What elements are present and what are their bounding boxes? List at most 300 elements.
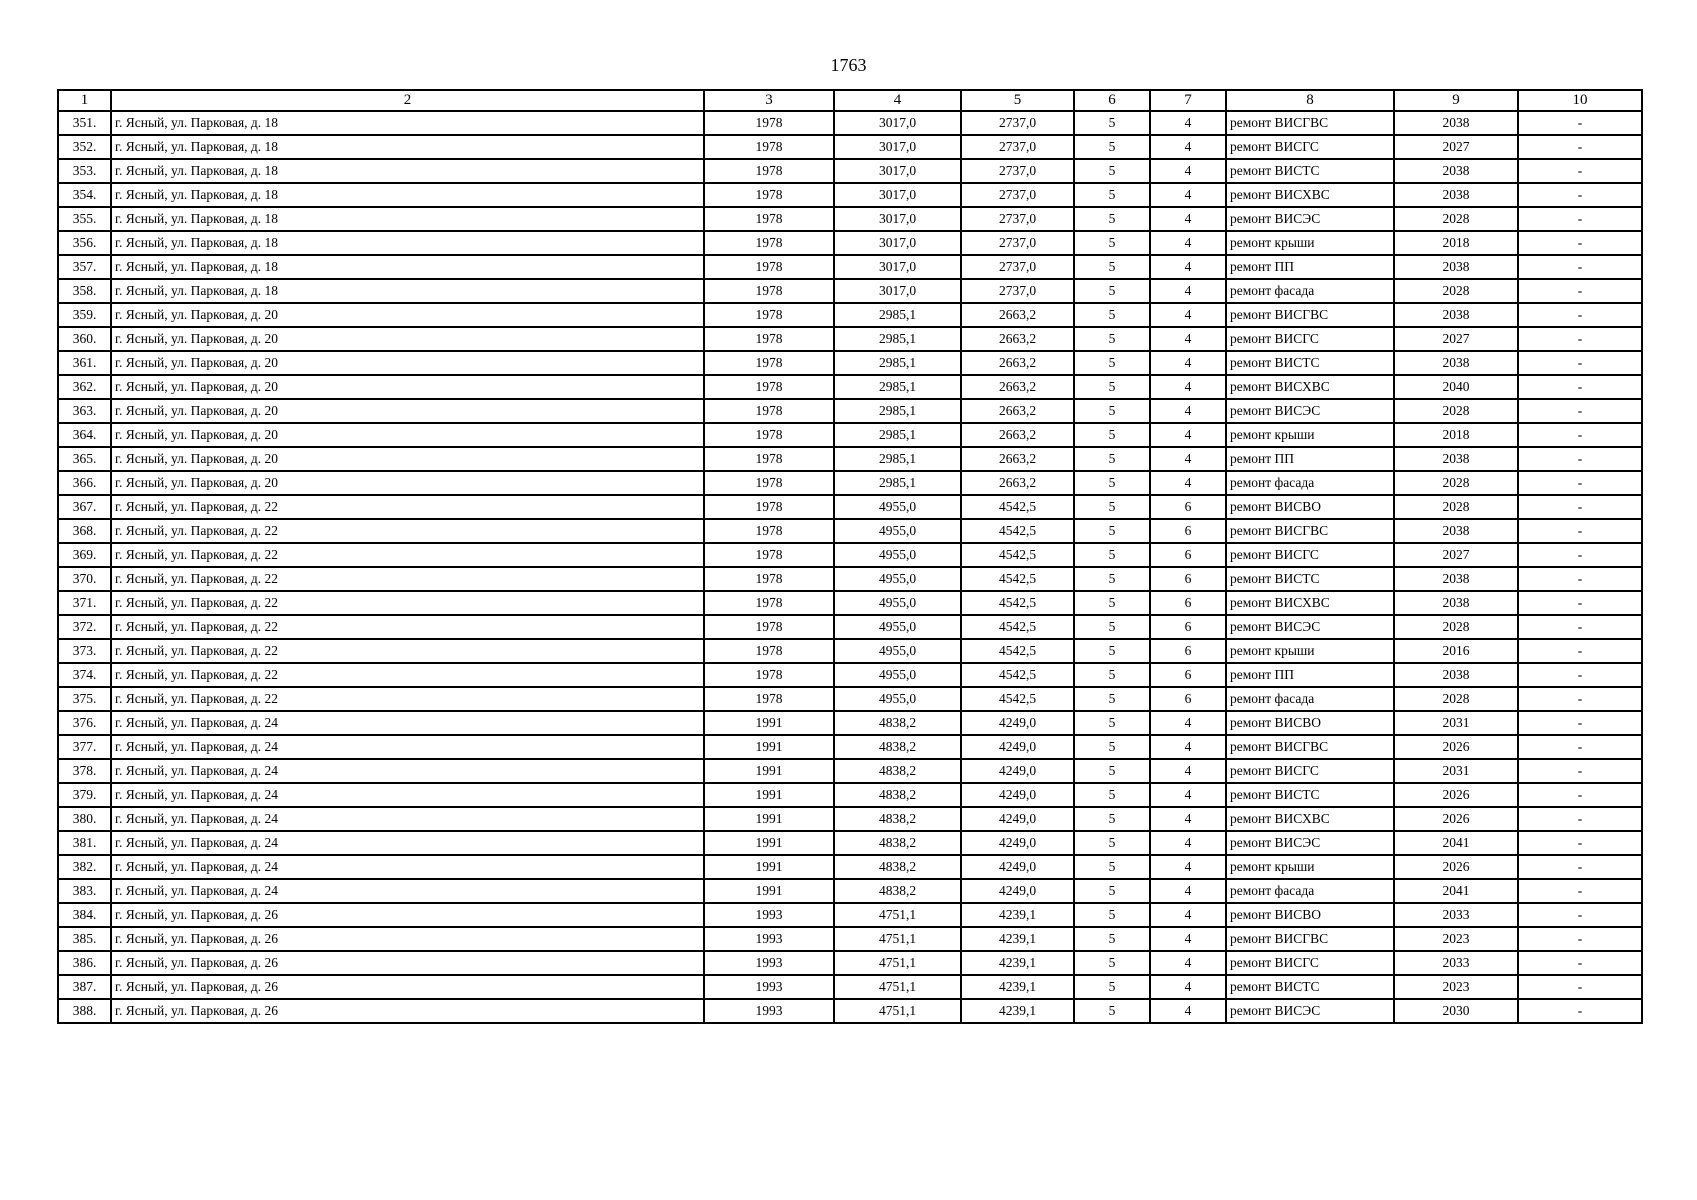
year-cell: 1978	[704, 231, 834, 255]
entrances-cell: 4	[1150, 471, 1226, 495]
entrances-cell: 4	[1150, 303, 1226, 327]
living-area-cell: 2663,2	[961, 303, 1074, 327]
total-area-cell: 4955,0	[834, 591, 961, 615]
entrances-cell: 4	[1150, 255, 1226, 279]
planned-year-cell: 2018	[1394, 231, 1518, 255]
year-cell: 1993	[704, 999, 834, 1023]
note-cell: -	[1518, 183, 1642, 207]
page-number: 1763	[830, 55, 867, 75]
year-cell: 1991	[704, 831, 834, 855]
total-area-cell: 4838,2	[834, 879, 961, 903]
year-cell: 1978	[704, 423, 834, 447]
column-header: 6	[1074, 90, 1150, 111]
entrances-cell: 6	[1150, 543, 1226, 567]
entrances-cell: 6	[1150, 567, 1226, 591]
year-cell: 1993	[704, 903, 834, 927]
row-number-cell: 376.	[58, 711, 111, 735]
work-type-cell: ремонт ВИСЭС	[1226, 399, 1394, 423]
total-area-cell: 4751,1	[834, 903, 961, 927]
living-area-cell: 2737,0	[961, 207, 1074, 231]
row-number-cell: 387.	[58, 975, 111, 999]
table-row	[58, 255, 1642, 279]
total-area-cell: 4955,0	[834, 615, 961, 639]
table-row	[58, 663, 1642, 687]
column-header: 4	[834, 90, 961, 111]
total-area-cell: 4751,1	[834, 927, 961, 951]
table-row	[58, 351, 1642, 375]
total-area-cell: 2985,1	[834, 399, 961, 423]
living-area-cell: 2737,0	[961, 183, 1074, 207]
note-cell: -	[1518, 327, 1642, 351]
note-cell: -	[1518, 687, 1642, 711]
note-cell: -	[1518, 975, 1642, 999]
total-area-cell: 2985,1	[834, 471, 961, 495]
work-type-cell: ремонт крыши	[1226, 639, 1394, 663]
total-area-cell: 4955,0	[834, 687, 961, 711]
floors-cell: 5	[1074, 471, 1150, 495]
total-area-cell: 4838,2	[834, 711, 961, 735]
year-cell: 1978	[704, 327, 834, 351]
entrances-cell: 4	[1150, 183, 1226, 207]
living-area-cell: 2737,0	[961, 231, 1074, 255]
total-area-cell: 4955,0	[834, 639, 961, 663]
year-cell: 1978	[704, 111, 834, 135]
header-row	[58, 90, 1642, 111]
living-area-cell: 4249,0	[961, 735, 1074, 759]
living-area-cell: 4249,0	[961, 855, 1074, 879]
row-number-cell: 352.	[58, 135, 111, 159]
address-cell: г. Ясный, ул. Парковая, д. 18	[111, 255, 704, 279]
entrances-cell: 4	[1150, 207, 1226, 231]
note-cell: -	[1518, 207, 1642, 231]
year-cell: 1991	[704, 783, 834, 807]
floors-cell: 5	[1074, 831, 1150, 855]
address-cell: г. Ясный, ул. Парковая, д. 24	[111, 831, 704, 855]
row-number-cell: 363.	[58, 399, 111, 423]
work-type-cell: ремонт ВИСВО	[1226, 711, 1394, 735]
work-type-cell: ремонт ВИСТС	[1226, 159, 1394, 183]
address-cell: г. Ясный, ул. Парковая, д. 24	[111, 783, 704, 807]
year-cell: 1978	[704, 303, 834, 327]
row-number-cell: 373.	[58, 639, 111, 663]
column-header: 1	[58, 90, 111, 111]
year-cell: 1991	[704, 711, 834, 735]
row-number-cell: 379.	[58, 783, 111, 807]
address-cell: г. Ясный, ул. Парковая, д. 18	[111, 183, 704, 207]
planned-year-cell: 2027	[1394, 543, 1518, 567]
floors-cell: 5	[1074, 855, 1150, 879]
note-cell: -	[1518, 279, 1642, 303]
living-area-cell: 2737,0	[961, 135, 1074, 159]
planned-year-cell: 2026	[1394, 855, 1518, 879]
planned-year-cell: 2028	[1394, 495, 1518, 519]
row-number-cell: 362.	[58, 375, 111, 399]
address-cell: г. Ясный, ул. Парковая, д. 24	[111, 759, 704, 783]
row-number-cell: 382.	[58, 855, 111, 879]
year-cell: 1991	[704, 879, 834, 903]
entrances-cell: 4	[1150, 951, 1226, 975]
year-cell: 1991	[704, 807, 834, 831]
work-type-cell: ремонт ПП	[1226, 447, 1394, 471]
planned-year-cell: 2028	[1394, 399, 1518, 423]
table-row	[58, 783, 1642, 807]
table-row	[58, 135, 1642, 159]
entrances-cell: 4	[1150, 927, 1226, 951]
year-cell: 1978	[704, 159, 834, 183]
work-type-cell: ремонт ВИСТС	[1226, 567, 1394, 591]
living-area-cell: 2663,2	[961, 447, 1074, 471]
year-cell: 1978	[704, 255, 834, 279]
note-cell: -	[1518, 903, 1642, 927]
note-cell: -	[1518, 831, 1642, 855]
work-type-cell: ремонт ВИСЭС	[1226, 615, 1394, 639]
planned-year-cell: 2038	[1394, 519, 1518, 543]
planned-year-cell: 2023	[1394, 927, 1518, 951]
address-cell: г. Ясный, ул. Парковая, д. 26	[111, 975, 704, 999]
note-cell: -	[1518, 399, 1642, 423]
row-number-cell: 380.	[58, 807, 111, 831]
living-area-cell: 4249,0	[961, 783, 1074, 807]
floors-cell: 5	[1074, 999, 1150, 1023]
row-number-cell: 359.	[58, 303, 111, 327]
note-cell: -	[1518, 447, 1642, 471]
address-cell: г. Ясный, ул. Парковая, д. 18	[111, 135, 704, 159]
entrances-cell: 4	[1150, 711, 1226, 735]
floors-cell: 5	[1074, 399, 1150, 423]
work-type-cell: ремонт ВИСТС	[1226, 783, 1394, 807]
address-cell: г. Ясный, ул. Парковая, д. 20	[111, 399, 704, 423]
table-row	[58, 279, 1642, 303]
work-type-cell: ремонт ВИСХВС	[1226, 183, 1394, 207]
living-area-cell: 4239,1	[961, 975, 1074, 999]
note-cell: -	[1518, 999, 1642, 1023]
table-row	[58, 159, 1642, 183]
year-cell: 1978	[704, 447, 834, 471]
row-number-cell: 384.	[58, 903, 111, 927]
total-area-cell: 3017,0	[834, 207, 961, 231]
floors-cell: 5	[1074, 183, 1150, 207]
total-area-cell: 2985,1	[834, 447, 961, 471]
note-cell: -	[1518, 543, 1642, 567]
row-number-cell: 364.	[58, 423, 111, 447]
table-row	[58, 639, 1642, 663]
work-type-cell: ремонт фасада	[1226, 471, 1394, 495]
note-cell: -	[1518, 735, 1642, 759]
year-cell: 1978	[704, 375, 834, 399]
work-type-cell: ремонт ВИСГС	[1226, 951, 1394, 975]
work-type-cell: ремонт ВИСГС	[1226, 135, 1394, 159]
floors-cell: 5	[1074, 279, 1150, 303]
row-number-cell: 356.	[58, 231, 111, 255]
table-row	[58, 951, 1642, 975]
planned-year-cell: 2028	[1394, 615, 1518, 639]
entrances-cell: 4	[1150, 231, 1226, 255]
year-cell: 1993	[704, 927, 834, 951]
total-area-cell: 2985,1	[834, 303, 961, 327]
table-row	[58, 543, 1642, 567]
table-row	[58, 879, 1642, 903]
note-cell: -	[1518, 855, 1642, 879]
total-area-cell: 4955,0	[834, 495, 961, 519]
total-area-cell: 3017,0	[834, 159, 961, 183]
table-row	[58, 231, 1642, 255]
address-cell: г. Ясный, ул. Парковая, д. 20	[111, 423, 704, 447]
planned-year-cell: 2028	[1394, 687, 1518, 711]
floors-cell: 5	[1074, 975, 1150, 999]
living-area-cell: 4542,5	[961, 567, 1074, 591]
entrances-cell: 4	[1150, 855, 1226, 879]
year-cell: 1993	[704, 951, 834, 975]
living-area-cell: 4249,0	[961, 879, 1074, 903]
year-cell: 1978	[704, 135, 834, 159]
row-number-cell: 366.	[58, 471, 111, 495]
total-area-cell: 4838,2	[834, 759, 961, 783]
address-cell: г. Ясный, ул. Парковая, д. 20	[111, 447, 704, 471]
table-body	[58, 111, 1642, 1023]
work-type-cell: ремонт ВИСЭС	[1226, 207, 1394, 231]
total-area-cell: 4751,1	[834, 951, 961, 975]
floors-cell: 5	[1074, 807, 1150, 831]
table-row	[58, 111, 1642, 135]
entrances-cell: 6	[1150, 663, 1226, 687]
living-area-cell: 4239,1	[961, 927, 1074, 951]
register-table	[57, 89, 1643, 1024]
floors-cell: 5	[1074, 783, 1150, 807]
note-cell: -	[1518, 375, 1642, 399]
living-area-cell: 2663,2	[961, 327, 1074, 351]
floors-cell: 5	[1074, 135, 1150, 159]
entrances-cell: 4	[1150, 159, 1226, 183]
row-number-cell: 370.	[58, 567, 111, 591]
entrances-cell: 4	[1150, 783, 1226, 807]
note-cell: -	[1518, 639, 1642, 663]
row-number-cell: 361.	[58, 351, 111, 375]
table-row	[58, 615, 1642, 639]
note-cell: -	[1518, 495, 1642, 519]
entrances-cell: 4	[1150, 447, 1226, 471]
entrances-cell: 4	[1150, 999, 1226, 1023]
year-cell: 1978	[704, 543, 834, 567]
row-number-cell: 385.	[58, 927, 111, 951]
table-row	[58, 471, 1642, 495]
entrances-cell: 6	[1150, 615, 1226, 639]
address-cell: г. Ясный, ул. Парковая, д. 22	[111, 639, 704, 663]
entrances-cell: 4	[1150, 975, 1226, 999]
planned-year-cell: 2038	[1394, 159, 1518, 183]
floors-cell: 5	[1074, 303, 1150, 327]
address-cell: г. Ясный, ул. Парковая, д. 22	[111, 519, 704, 543]
living-area-cell: 2737,0	[961, 279, 1074, 303]
total-area-cell: 4955,0	[834, 543, 961, 567]
address-cell: г. Ясный, ул. Парковая, д. 18	[111, 111, 704, 135]
work-type-cell: ремонт ВИСХВС	[1226, 807, 1394, 831]
table-row	[58, 975, 1642, 999]
table-row	[58, 399, 1642, 423]
living-area-cell: 2737,0	[961, 255, 1074, 279]
living-area-cell: 2663,2	[961, 399, 1074, 423]
address-cell: г. Ясный, ул. Парковая, д. 26	[111, 999, 704, 1023]
entrances-cell: 4	[1150, 807, 1226, 831]
note-cell: -	[1518, 783, 1642, 807]
year-cell: 1993	[704, 975, 834, 999]
living-area-cell: 4249,0	[961, 759, 1074, 783]
note-cell: -	[1518, 159, 1642, 183]
year-cell: 1978	[704, 183, 834, 207]
living-area-cell: 2663,2	[961, 351, 1074, 375]
planned-year-cell: 2018	[1394, 423, 1518, 447]
row-number-cell: 388.	[58, 999, 111, 1023]
column-header: 9	[1394, 90, 1518, 111]
total-area-cell: 3017,0	[834, 255, 961, 279]
work-type-cell: ремонт ПП	[1226, 255, 1394, 279]
address-cell: г. Ясный, ул. Парковая, д. 24	[111, 711, 704, 735]
total-area-cell: 4955,0	[834, 663, 961, 687]
work-type-cell: ремонт ВИСГВС	[1226, 519, 1394, 543]
year-cell: 1978	[704, 471, 834, 495]
entrances-cell: 4	[1150, 375, 1226, 399]
total-area-cell: 3017,0	[834, 111, 961, 135]
work-type-cell: ремонт ВИСГВС	[1226, 735, 1394, 759]
planned-year-cell: 2016	[1394, 639, 1518, 663]
address-cell: г. Ясный, ул. Парковая, д. 18	[111, 207, 704, 231]
floors-cell: 5	[1074, 495, 1150, 519]
living-area-cell: 4249,0	[961, 807, 1074, 831]
work-type-cell: ремонт ВИСГВС	[1226, 111, 1394, 135]
planned-year-cell: 2028	[1394, 279, 1518, 303]
work-type-cell: ремонт ВИСВО	[1226, 495, 1394, 519]
entrances-cell: 4	[1150, 399, 1226, 423]
planned-year-cell: 2023	[1394, 975, 1518, 999]
total-area-cell: 2985,1	[834, 351, 961, 375]
living-area-cell: 4249,0	[961, 711, 1074, 735]
address-cell: г. Ясный, ул. Парковая, д. 24	[111, 807, 704, 831]
total-area-cell: 4838,2	[834, 855, 961, 879]
table-row	[58, 735, 1642, 759]
total-area-cell: 3017,0	[834, 231, 961, 255]
address-cell: г. Ясный, ул. Парковая, д. 22	[111, 663, 704, 687]
address-cell: г. Ясный, ул. Парковая, д. 26	[111, 927, 704, 951]
address-cell: г. Ясный, ул. Парковая, д. 18	[111, 279, 704, 303]
table-row	[58, 591, 1642, 615]
year-cell: 1991	[704, 759, 834, 783]
living-area-cell: 4542,5	[961, 663, 1074, 687]
note-cell: -	[1518, 519, 1642, 543]
work-type-cell: ремонт ВИСТС	[1226, 351, 1394, 375]
note-cell: -	[1518, 231, 1642, 255]
floors-cell: 5	[1074, 543, 1150, 567]
table-row	[58, 711, 1642, 735]
row-number-cell: 358.	[58, 279, 111, 303]
living-area-cell: 2737,0	[961, 111, 1074, 135]
floors-cell: 5	[1074, 687, 1150, 711]
table-row	[58, 495, 1642, 519]
living-area-cell: 2663,2	[961, 375, 1074, 399]
living-area-cell: 4249,0	[961, 831, 1074, 855]
note-cell: -	[1518, 255, 1642, 279]
entrances-cell: 4	[1150, 759, 1226, 783]
entrances-cell: 4	[1150, 111, 1226, 135]
row-number-cell: 375.	[58, 687, 111, 711]
address-cell: г. Ясный, ул. Парковая, д. 22	[111, 591, 704, 615]
work-type-cell: ремонт ВИСГВС	[1226, 303, 1394, 327]
planned-year-cell: 2027	[1394, 135, 1518, 159]
floors-cell: 5	[1074, 375, 1150, 399]
total-area-cell: 4751,1	[834, 975, 961, 999]
table-row	[58, 999, 1642, 1023]
floors-cell: 5	[1074, 639, 1150, 663]
entrances-cell: 4	[1150, 831, 1226, 855]
note-cell: -	[1518, 471, 1642, 495]
floors-cell: 5	[1074, 759, 1150, 783]
year-cell: 1978	[704, 519, 834, 543]
living-area-cell: 4542,5	[961, 591, 1074, 615]
year-cell: 1991	[704, 735, 834, 759]
row-number-cell: 367.	[58, 495, 111, 519]
planned-year-cell: 2038	[1394, 591, 1518, 615]
row-number-cell: 372.	[58, 615, 111, 639]
planned-year-cell: 2038	[1394, 447, 1518, 471]
note-cell: -	[1518, 567, 1642, 591]
planned-year-cell: 2030	[1394, 999, 1518, 1023]
entrances-cell: 4	[1150, 351, 1226, 375]
planned-year-cell: 2038	[1394, 663, 1518, 687]
year-cell: 1978	[704, 279, 834, 303]
address-cell: г. Ясный, ул. Парковая, д. 24	[111, 855, 704, 879]
year-cell: 1978	[704, 663, 834, 687]
note-cell: -	[1518, 303, 1642, 327]
address-cell: г. Ясный, ул. Парковая, д. 22	[111, 543, 704, 567]
planned-year-cell: 2033	[1394, 903, 1518, 927]
row-number-cell: 357.	[58, 255, 111, 279]
note-cell: -	[1518, 111, 1642, 135]
planned-year-cell: 2033	[1394, 951, 1518, 975]
table-row	[58, 375, 1642, 399]
entrances-cell: 4	[1150, 735, 1226, 759]
address-cell: г. Ясный, ул. Парковая, д. 20	[111, 471, 704, 495]
year-cell: 1978	[704, 615, 834, 639]
address-cell: г. Ясный, ул. Парковая, д. 24	[111, 879, 704, 903]
table-row	[58, 831, 1642, 855]
floors-cell: 5	[1074, 735, 1150, 759]
floors-cell: 5	[1074, 711, 1150, 735]
floors-cell: 5	[1074, 519, 1150, 543]
note-cell: -	[1518, 351, 1642, 375]
total-area-cell: 2985,1	[834, 423, 961, 447]
planned-year-cell: 2038	[1394, 303, 1518, 327]
planned-year-cell: 2031	[1394, 711, 1518, 735]
total-area-cell: 4838,2	[834, 807, 961, 831]
planned-year-cell: 2038	[1394, 351, 1518, 375]
year-cell: 1978	[704, 639, 834, 663]
table-row	[58, 687, 1642, 711]
note-cell: -	[1518, 663, 1642, 687]
note-cell: -	[1518, 591, 1642, 615]
address-cell: г. Ясный, ул. Парковая, д. 22	[111, 615, 704, 639]
table-header	[58, 90, 1642, 111]
planned-year-cell: 2026	[1394, 783, 1518, 807]
address-cell: г. Ясный, ул. Парковая, д. 22	[111, 495, 704, 519]
planned-year-cell: 2040	[1394, 375, 1518, 399]
row-number-cell: 360.	[58, 327, 111, 351]
note-cell: -	[1518, 807, 1642, 831]
year-cell: 1978	[704, 687, 834, 711]
table-row	[58, 519, 1642, 543]
work-type-cell: ремонт фасада	[1226, 279, 1394, 303]
row-number-cell: 386.	[58, 951, 111, 975]
planned-year-cell: 2031	[1394, 759, 1518, 783]
row-number-cell: 369.	[58, 543, 111, 567]
note-cell: -	[1518, 711, 1642, 735]
